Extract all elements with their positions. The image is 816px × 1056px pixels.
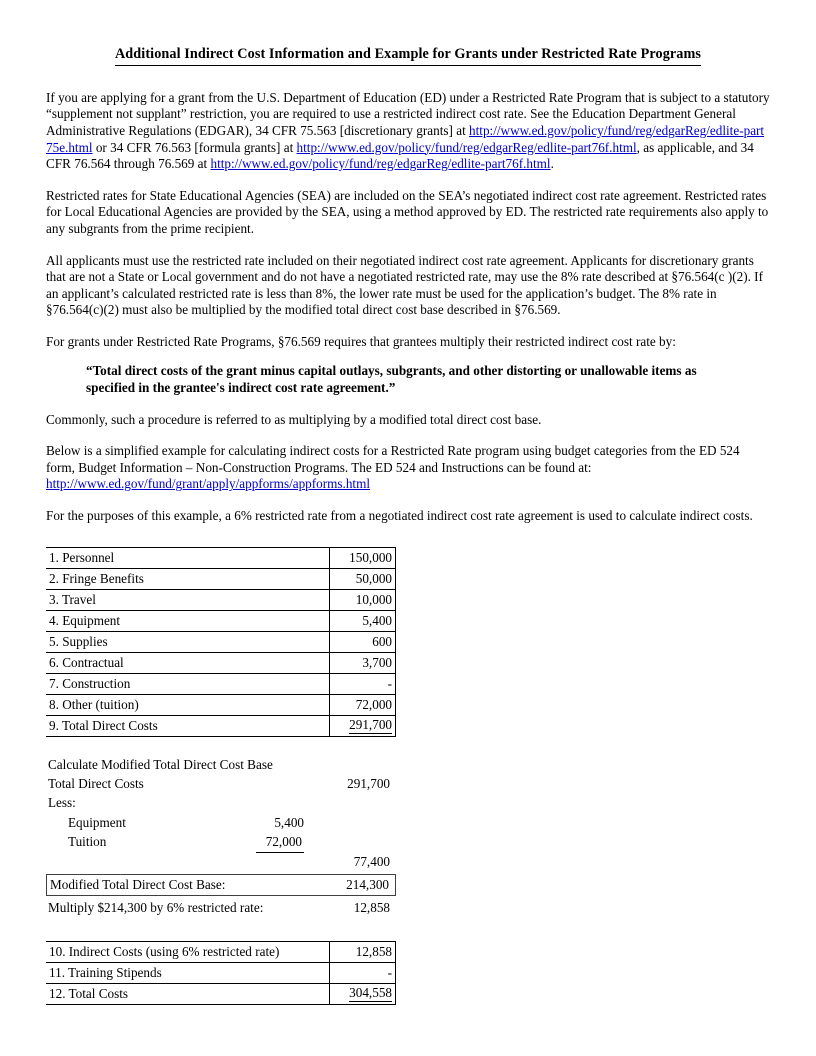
calc-heading-row [46, 755, 396, 774]
total-costs-amount: 304,558 [349, 985, 392, 1001]
mtdc-value: 214,300 [346, 876, 389, 892]
mtdc-result-box [46, 874, 396, 896]
paragraph-ed524-example [46, 443, 770, 493]
budget-row-value: 50,000 [330, 568, 396, 589]
calc-total-direct-costs-label: Total Direct Costs [48, 776, 144, 792]
budget-row-label: 5. Supplies [46, 631, 330, 652]
budget-row-value: 150,000 [330, 547, 396, 568]
budget-row-label: 3. Travel [46, 589, 330, 610]
paragraph-intro-part3: , as applicable, and 34 CFR 76.564 through 76.569 at [46, 139, 754, 172]
calc-heading: Calculate Modified Total Direct Cost Base [48, 756, 273, 772]
spacer [46, 493, 770, 508]
budget-row-label: 1. Personnel [46, 547, 330, 568]
paragraph-intro [46, 90, 770, 173]
calc-subtotal-value: 77,400 [353, 853, 390, 869]
link-appforms[interactable]: http://www.ed.gov/fund/grant/apply/appforms/appforms.html [46, 476, 371, 492]
totals-row-value: 12,858 [330, 942, 396, 963]
budget-row-label: 9. Total Direct Costs [46, 715, 330, 736]
spacer [46, 319, 770, 334]
regulation-quote: “Total direct costs of the grant minus capital outlays, subgrants, and other distorting or unallowable items as specified in the grantee's indirect cost rate agreement.” [86, 363, 697, 396]
table-row [46, 942, 396, 963]
calc-equipment-label: Equipment [68, 814, 126, 830]
totals-row-label: 12. Total Costs [46, 984, 330, 1005]
table-row [46, 631, 396, 652]
paragraph-six-percent-example: For the purposes of this example, a 6% restricted rate from a negotiated indirect cost rate agreement is used to calculate indirect costs. [46, 508, 753, 524]
spacer [46, 173, 770, 188]
table-row [46, 610, 396, 631]
calc-tuition-row [46, 832, 396, 851]
link-edgar-part76f-2[interactable]: http://www.ed.gov/policy/fund/reg/edgarReg/edlite-part76f.html [210, 156, 551, 172]
totals-row-label: 11. Training Stipends [46, 963, 330, 984]
calc-equipment-value: 5,400 [274, 814, 304, 830]
totals-table [46, 941, 396, 1005]
paragraph-restricted-rates-sea: Restricted rates for State Educational Agencies (SEA) are included on the SEA’s negotiated indirect cost rate agreement. Restricted rates for Local Educational Agencies are provided by the SEA, using a method approved by ED. The restricted rate requirements also apply to any subgrants from the prime recipient. [46, 187, 769, 236]
spacer [46, 68, 770, 90]
spacer [46, 350, 770, 363]
table-row [46, 694, 396, 715]
table-row [46, 963, 396, 984]
table-row [46, 547, 396, 568]
table-row [46, 589, 396, 610]
budget-row-value: 10,000 [330, 589, 396, 610]
multiply-block [46, 898, 396, 917]
paragraph-intro-part2: or 34 CFR 76.563 [formula grants] at [92, 139, 297, 155]
table-row [46, 652, 396, 673]
budget-row-value: 3,700 [330, 652, 396, 673]
multiply-value: 12,858 [353, 899, 390, 915]
budget-row-label: 4. Equipment [46, 610, 330, 631]
spacer [46, 428, 770, 443]
budget-row-value: 72,000 [330, 694, 396, 715]
table-row-total [46, 984, 396, 1005]
budget-categories-table [46, 547, 396, 737]
page-title [46, 46, 770, 68]
calc-tuition-label: Tuition [68, 834, 107, 850]
paragraph-ed524-text: Below is a simplified example for calculating indirect costs for a Restricted Rate program using budget categories from the ED 524 form, Budget Information – Non-Construction Programs. The ED 524 and Instructions can be found at: [46, 443, 740, 475]
paragraph-grants-under-restricted: For grants under Restricted Rate Programs, §76.569 requires that grantees multiply their restricted indirect cost rate by: [46, 333, 676, 349]
spacer [46, 238, 770, 253]
calc-tuition-value-wrap [196, 832, 304, 852]
totals-table-body [46, 942, 396, 1005]
link-edgar-part76f-1[interactable]: http://www.ed.gov/policy/fund/reg/edgarReg/edlite-part76f.html [296, 139, 637, 155]
calc-less-label: Less: [48, 795, 76, 811]
mtdc-calculation-block [46, 755, 396, 871]
budget-row-label: 6. Contractual [46, 652, 330, 673]
totals-row-label: 10. Indirect Costs (using 6% restricted rate) [46, 942, 330, 963]
page-title-text: Additional Indirect Cost Information and Example for Grants under Restricted Rate Programs [115, 46, 701, 66]
calc-total-direct-costs-row [46, 774, 396, 793]
budget-row-value: - [330, 673, 396, 694]
table-row [46, 673, 396, 694]
spacer [46, 525, 770, 547]
budget-row-label: 7. Construction [46, 673, 330, 694]
totals-row-value: - [330, 963, 396, 984]
spacer [46, 917, 770, 941]
budget-row-value: 600 [330, 631, 396, 652]
budget-row-value: 5,400 [330, 610, 396, 631]
calc-tuition-value: 72,000 [256, 832, 304, 852]
budget-row-value [330, 715, 396, 736]
calc-total-direct-costs-value: 291,700 [347, 776, 390, 792]
calc-subtotal-row [46, 852, 396, 871]
table-row [46, 568, 396, 589]
calc-multiply-row [46, 898, 396, 917]
paragraph-commonly: Commonly, such a procedure is referred to as multiplying by a modified total direct cost base. [46, 411, 542, 427]
spacer [46, 737, 770, 755]
total-direct-costs-amount: 291,700 [349, 716, 392, 732]
mtdc-label: Modified Total Direct Cost Base: [50, 876, 226, 892]
link-edgar-part75e[interactable]: http://www.ed.gov/policy/fund/reg/edgarReg/edlite-part75e.html [46, 122, 765, 155]
spacer [46, 397, 770, 412]
table-row-total [46, 715, 396, 736]
budget-row-label: 8. Other (tuition) [46, 694, 330, 715]
paragraph-all-applicants: All applicants must use the restricted rate included on their negotiated indirect cost rate agreement. Applicants for discretionary grants that are not a State or Local government and do not have a negotiated restricted rate, may use the 8% rate described at §76.564(c )(2). If an applicant’s calculated restricted rate is less than 8%, the lower rate must be used for the application’s budget. The 8% rate in §76.564(c)(2) must also be multiplied by the modified total direct cost base described in §76.569. [46, 252, 763, 318]
paragraph-intro-part1: If you are applying for a grant from the U.S. Department of Education (ED) under a Restricted Rate Program that is subject to a statutory “supplement not supplant” restriction, you are required to use a restricted indirect cost rate. See the Education Department General Administrative Regulations (EDGAR), 34 CFR 75.563 [discretionary grants] at [46, 89, 770, 138]
budget-row-label: 2. Fringe Benefits [46, 568, 330, 589]
totals-row-value [330, 984, 396, 1005]
calc-equipment-row [46, 813, 396, 832]
multiply-label: Multiply $214,300 by 6% restricted rate: [48, 899, 264, 915]
paragraph-intro-part4: . [550, 156, 554, 172]
budget-table-body [46, 547, 396, 736]
calc-less-row [46, 793, 396, 812]
